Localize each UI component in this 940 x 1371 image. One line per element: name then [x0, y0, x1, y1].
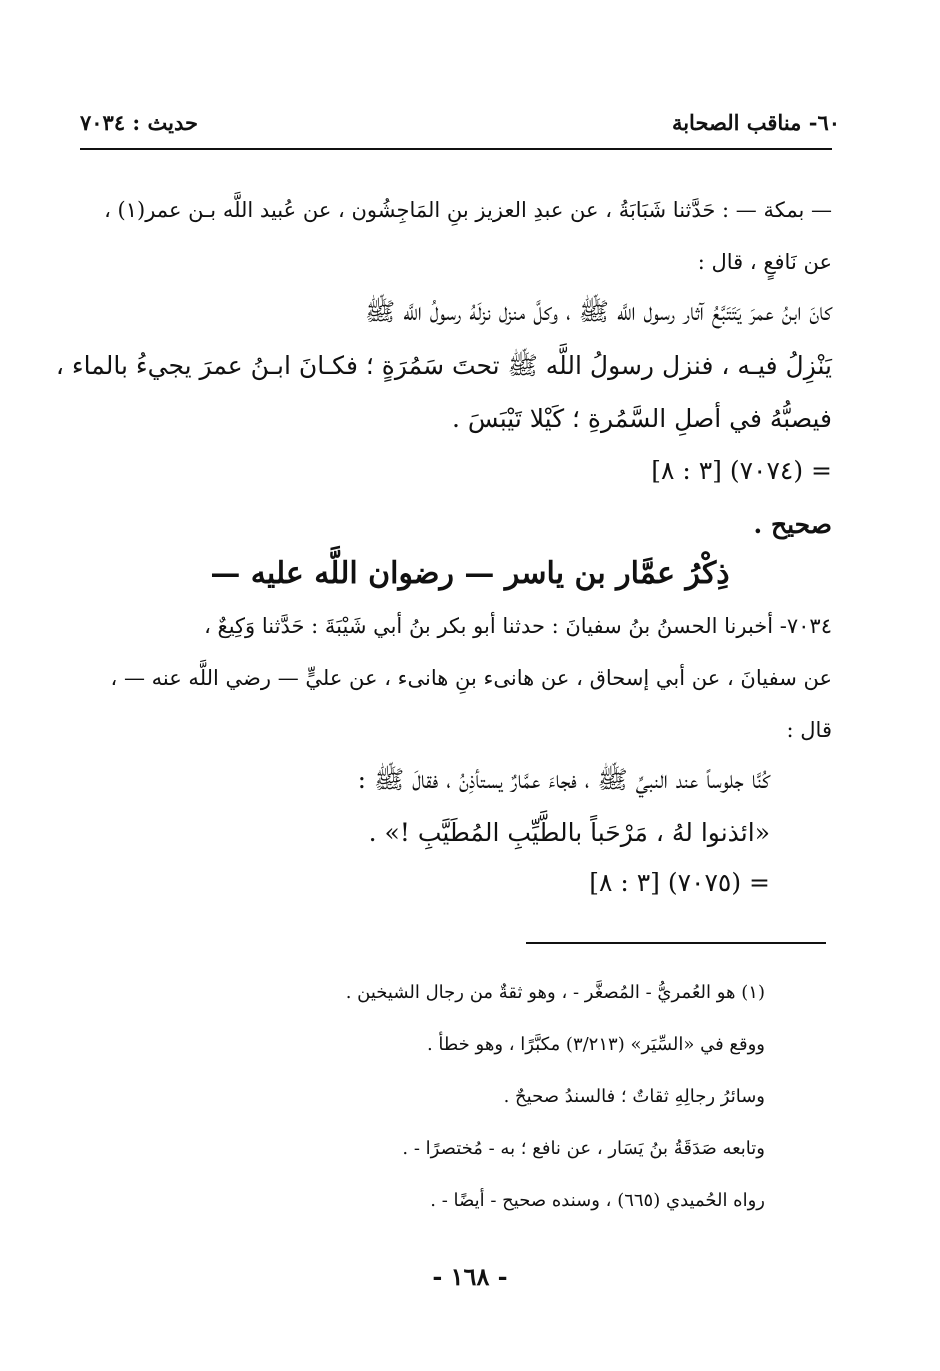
header-rule [80, 148, 832, 150]
isnad-2-line-2: عن سفيانَ ، عن أبي إسحاق ، عن هانىء بنِ هانىء ، عن عليٍّ — رضي اللَّه عنه — ، [110, 666, 832, 690]
running-header-hadith-number: حديث : ٧٠٣٤ [80, 110, 198, 135]
matn-1-line-1: كانَ ابنُ عمرَ يَتَتَبَّعُ آثار رسول اللَّه ﷺ ، وكلَّ منزل نزلَهُ رسولُ اللَّه ﷺ [364, 297, 832, 326]
page-number: - ١٦٨ - [432, 1262, 508, 1291]
section-heading: ذِكْرُ عمَّار بن ياسر — رضوان اللَّه عليه — [210, 556, 730, 591]
isnad-2-line-1: ٧٠٣٤- أخبرنا الحسنُ بنُ سفيانَ : حدثنا أبو بكر بنُ أبي شَيْبَةَ : حَدَّثنا وَكِيعٌ ، [204, 614, 832, 638]
footnote-separator [526, 942, 826, 944]
matn-1-line-3: فيصبُّهُ في أصلِ السَّمُرةِ ؛ كَيْلا تَيْبَسَ . [451, 404, 832, 433]
isnad-1-line-2: عن نَافعٍ ، قال : [697, 250, 832, 274]
matn-2-line-2: «ائذنوا لهُ ، مَرْحَباً بالطَّيِّبِ المُطَيَّبِ !» . [368, 818, 770, 847]
footnote-line-3: وسائرُ رجالِهِ ثقاتٌ ؛ فالسندُ صحيحٌ . [503, 1086, 765, 1107]
cross-reference-1: = (٧٠٧٤) [٣ : ٨] [651, 456, 832, 485]
isnad-1-line-1: — بمكة — : حَدَّثنا شَبَابَةُ ، عن عبدِ العزيز بنِ المَاجِشُون ، عن عُبيد اللَّه بـن عمر(١) ، [104, 198, 832, 222]
matn-1-line-2: يَنْزِلُ فيـه ، فنزل رسولُ اللَّه ﷺ تحتَ سَمُرَةٍ ؛ فكـانَ ابـنُ عمرَ يجيءُ بالماء ، [55, 351, 832, 380]
footnote-line-4: وتابعه صَدَقَةُ بنُ يَسَار ، عن نافع ؛ به - مُختصرًا - . [402, 1138, 765, 1159]
footnote-line-1: (١) هو العُمريُّ - المُصغَّر - ، وهو ثقةٌ من رجال الشيخين . [345, 982, 765, 1003]
grading-1: صحيح . [753, 510, 832, 539]
matn-2-line-1: كُنَّا جلوساً عند النبيِّ ﷺ ، فجاءَ عمَّارٌ يستأذِنُ ، فقالَ ﷺ : [357, 765, 770, 794]
running-header-chapter: ٦٠- مناقب الصحابة [671, 110, 840, 135]
cross-reference-2: = (٧٠٧٥) [٣ : ٨] [589, 868, 770, 897]
isnad-2-line-3: قال : [786, 718, 832, 742]
footnote-line-2: ووقع في «السِّيَر» (٣/٢١٣) مكبَّرًا ، وهو خطأ . [426, 1034, 765, 1055]
footnote-line-5: رواه الحُميدي (٦٦٥) ، وسنده صحيح - أيضًا - . [430, 1190, 765, 1211]
